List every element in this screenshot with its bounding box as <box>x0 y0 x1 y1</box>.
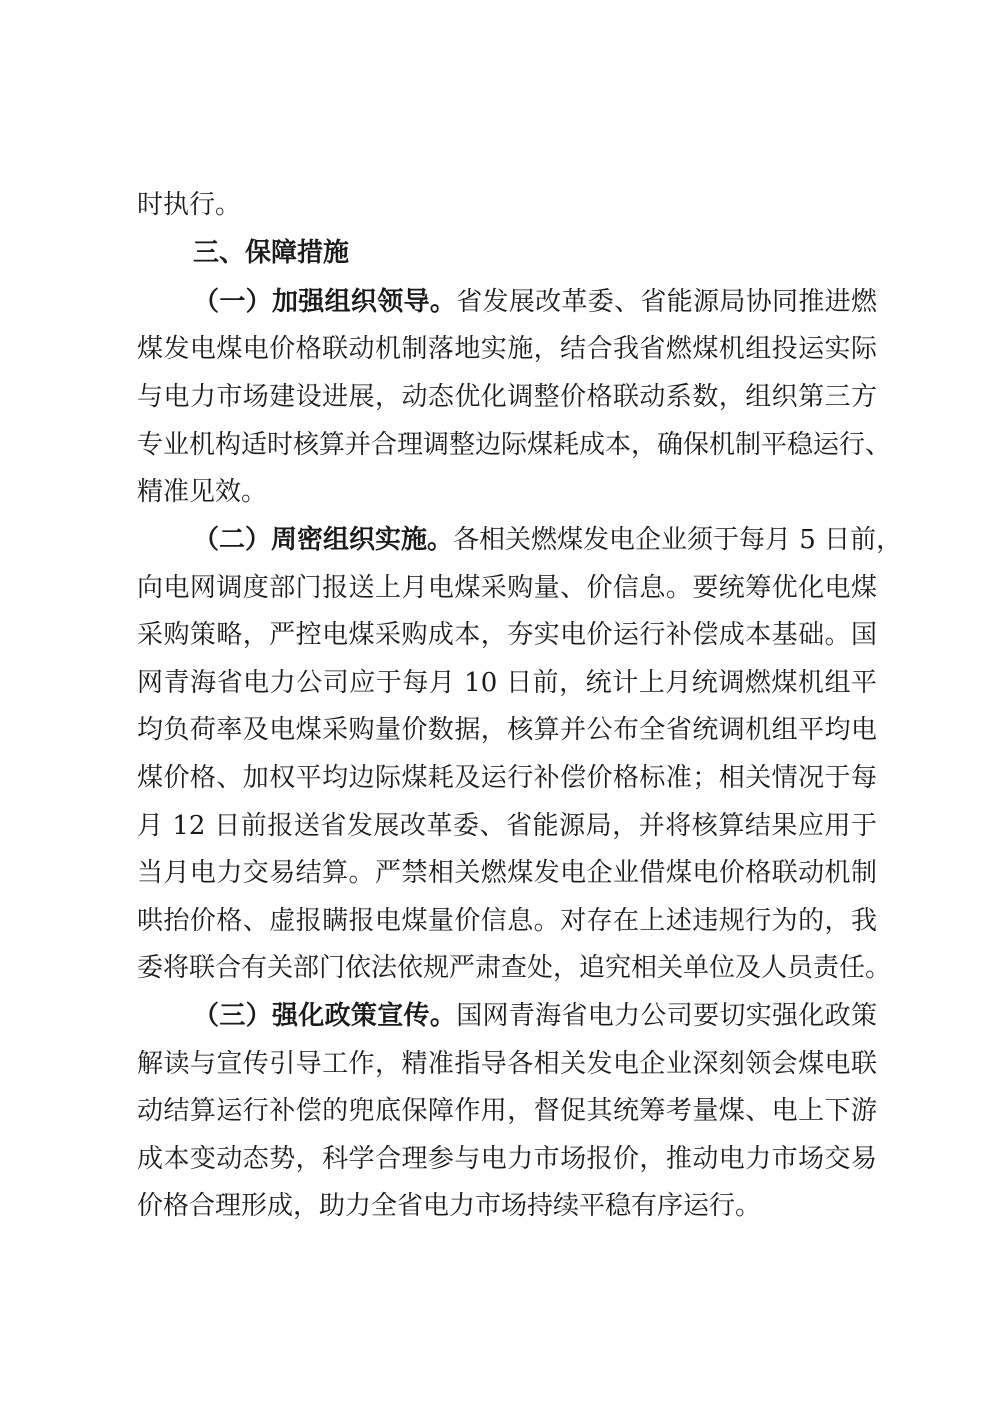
paragraph-line: 委将联合有关部门依法依规严肃查处，追究相关单位及人员责任。 <box>137 953 892 983</box>
paragraph-line: 煤价格、加权平均边际煤耗及运行补偿价格标准；相关情况于每 <box>137 763 877 793</box>
paragraph-line: 解读与宣传引导工作，精准指导各相关发电企业深刻领会煤电联 <box>137 1049 877 1079</box>
intro-line: 时执行。 <box>137 190 242 220</box>
paragraph-line: 专业机构适时核算并合理调整边际煤耗成本，确保机制平稳运行、 <box>137 430 892 460</box>
paragraph-line: 均负荷率及电煤采购量价数据，核算并公布全省统调机组平均电 <box>137 715 877 745</box>
paragraph-title: （一）加强组织领导。 <box>193 287 457 317</box>
paragraph-first-line <box>193 523 903 557</box>
paragraph-first-line <box>193 285 877 319</box>
paragraph-line: 月 12 日前报送省发展改革委、省能源局，并将核算结果应用于 <box>137 811 877 841</box>
paragraph-line: 成本变动态势，科学合理参与电力市场报价，推动电力市场交易 <box>137 1144 877 1174</box>
section-heading: 三、保障措施 <box>193 238 350 268</box>
paragraph-line: 向电网调度部门报送上月电煤采购量、价信息。要统筹优化电煤 <box>137 573 877 603</box>
paragraph-first-line <box>193 999 877 1033</box>
paragraph-line: 煤发电煤电价格联动机制落地实施，结合我省燃煤机组投运实际 <box>137 334 877 364</box>
paragraph-text: 国网青海省电力公司要切实强化政策 <box>456 1001 877 1031</box>
paragraph-title: （三）强化政策宣传。 <box>193 1001 457 1031</box>
paragraph-line: 动结算运行补偿的兜底保障作用，督促其统筹考量煤、电上下游 <box>137 1096 877 1126</box>
paragraph-line: 采购策略，严控电煤采购成本，夯实电价运行补偿成本基础。国 <box>137 620 877 650</box>
paragraph-line: 与电力市场建设进展，动态优化调整价格联动系数，组织第三方 <box>137 382 877 412</box>
paragraph-line: 网青海省电力公司应于每月 10 日前，统计上月统调燃煤机组平 <box>137 668 877 698</box>
paragraph-text: 省发展改革委、省能源局协同推进燃 <box>456 287 877 317</box>
paragraph-line: 当月电力交易结算。严禁相关燃煤发电企业借煤电价格联动机制 <box>137 858 877 888</box>
paragraph-line: 价格合理形成，助力全省电力市场持续平稳有序运行。 <box>137 1191 762 1221</box>
paragraph-title: （二）周密组织实施。 <box>193 525 454 555</box>
paragraph-text: 各相关燃煤发电企业须于每月 5 日前， <box>453 525 903 555</box>
paragraph-line: 精准见效。 <box>137 477 268 507</box>
paragraph-line: 哄抬价格、虚报瞒报电煤量价信息。对存在上述违规行为的，我 <box>137 906 877 936</box>
